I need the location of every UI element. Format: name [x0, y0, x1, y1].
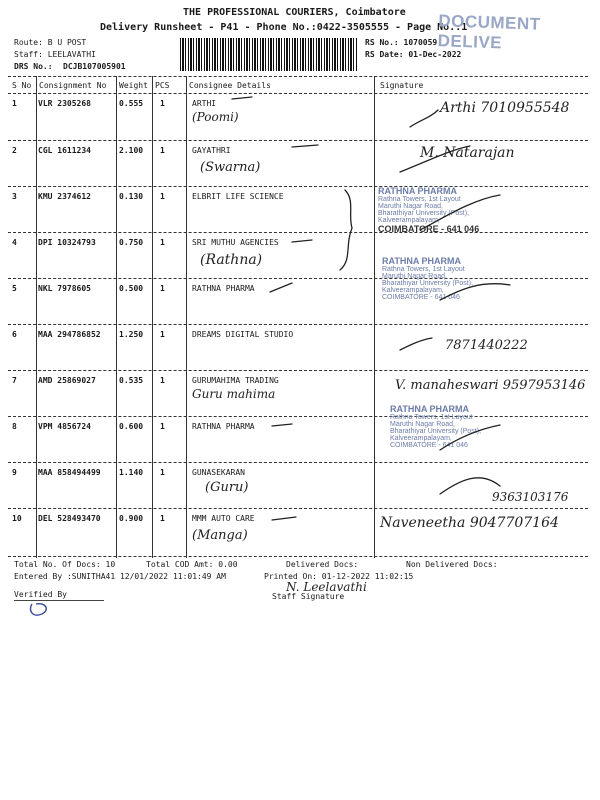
runsheet-title: Delivery Runsheet - P41 - Phone No.:0422-3505555 - Page No.:1: [100, 22, 468, 33]
non-delivered-docs: Non Delivered Docs:: [406, 560, 498, 569]
staff-label: Staff: LEELAVATHI: [14, 50, 96, 59]
row-sno: 5: [12, 284, 17, 293]
row-pcs: 1: [160, 330, 165, 339]
row-signature: Arthi 7010955548: [440, 100, 570, 116]
row-consignment: VLR 2305268: [38, 99, 91, 108]
row-consignment: MAA 858494499: [38, 468, 101, 477]
col-header-signature: Signature: [380, 81, 424, 90]
rs-number: RS No.: 1070059: [365, 38, 438, 47]
row-signature: M. Natarajan: [420, 145, 515, 161]
row-consignee: GUNASEKARAN: [192, 468, 245, 477]
row-handwritten-note: (Poomi): [192, 110, 239, 124]
col-header-consignee: Consignee Details: [189, 81, 271, 90]
row-consignment: DEL 528493470: [38, 514, 101, 523]
row-weight: 0.900: [119, 514, 144, 523]
row-pcs: 1: [160, 468, 165, 477]
row-consignee: RATHNA PHARMA: [192, 422, 255, 431]
row-consignment: VPM 4856724: [38, 422, 91, 431]
entered-by: Entered By :SUNITHA41 12/01/2022 11:01:49 AM: [14, 572, 226, 581]
row-sno: 2: [12, 146, 17, 155]
row-weight: 1.250: [119, 330, 144, 339]
drs-value: DCJB107005901: [63, 62, 126, 71]
rathna-pharma-stamp-2: RATHNA PHARMA Rathna Towers, 1st Layout Maruthi Nagar Road, Bharathiyar University (Post), Kalveerampalayam, COIMBATORE - 641 046: [382, 256, 474, 301]
row-signature: 7871440222: [445, 338, 528, 353]
row-pcs: 1: [160, 146, 165, 155]
row-weight: 0.750: [119, 238, 144, 247]
row-consignment: MAA 294786852: [38, 330, 101, 339]
row-sno: 9: [12, 468, 17, 477]
row-signature: Naveneetha 9047707164: [380, 515, 559, 531]
row-handwritten-note: (Guru): [205, 480, 249, 495]
row-consignee: GURUMAHIMA TRADING: [192, 376, 279, 385]
row-weight: 0.500: [119, 284, 144, 293]
row-weight: 1.140: [119, 468, 144, 477]
col-header-sno: S No: [12, 81, 32, 90]
row-weight: 0.130: [119, 192, 144, 201]
row-sno: 1: [12, 99, 17, 108]
row-sno: 7: [12, 376, 17, 385]
col-header-consignment: Consignment No: [39, 81, 107, 90]
rs-date: RS Date: 01-Dec-2022: [365, 50, 462, 59]
row-consignee: RATHNA PHARMA: [192, 284, 255, 293]
row-handwritten-note: (Swarna): [200, 160, 261, 175]
row-consignee: GAYATHRI: [192, 146, 231, 155]
col-header-pcs: PCS: [155, 81, 170, 90]
row-weight: 0.600: [119, 422, 144, 431]
row-consignment: NKL 7978605: [38, 284, 91, 293]
row-signature: 9363103176: [492, 490, 569, 504]
delivered-docs: Delivered Docs:: [286, 560, 359, 569]
row-consignment: AMD 25869027: [38, 376, 96, 385]
rathna-pharma-stamp-3: RATHNA PHARMA Rathna Towers, 1st Layout Maruthi Nagar Road, Bharathiyar University (Post), Kalveerampalayam, COIMBATORE - 641 046: [390, 404, 482, 449]
verified-by-label: Verified By: [14, 590, 67, 599]
staff-signature-label: Staff Signature: [272, 592, 345, 601]
col-header-weight: Weight: [119, 81, 148, 90]
row-consignment: KMU 2374612: [38, 192, 91, 201]
row-signature: V. manaheswari 9597953146: [395, 378, 586, 393]
row-weight: 2.100: [119, 146, 144, 155]
staff-signature-hand: N. Leelavathi: [286, 580, 367, 594]
row-pcs: 1: [160, 422, 165, 431]
row-weight: 0.555: [119, 99, 144, 108]
total-docs: Total No. Of Docs: 10: [14, 560, 116, 569]
row-pcs: 1: [160, 514, 165, 523]
printed-on: Printed On: 01-12-2022 11:02:15: [264, 572, 414, 581]
rathna-pharma-stamp-1: RATHNA PHARMA Rathna Towers, 1st Layout Maruthi Nagar Road, Bharathiyar University (Post), Kalveerampalayam, COIMBATORE - 641 046: [378, 186, 480, 234]
row-sno: 8: [12, 422, 17, 431]
row-pcs: 1: [160, 284, 165, 293]
total-cod: Total COD Amt: 0.00: [146, 560, 238, 569]
row-weight: 0.535: [119, 376, 144, 385]
row-consignment: CGL 1611234: [38, 146, 91, 155]
row-pcs: 1: [160, 238, 165, 247]
company-name: THE PROFESSIONAL COURIERS, Coimbatore: [183, 7, 406, 18]
document-delivery-stamp: DOCUMENT DELIVE: [437, 11, 541, 53]
row-sno: 10: [12, 514, 22, 523]
row-handwritten-note: (Rathna): [200, 252, 263, 268]
row-consignee: DREAMS DIGITAL STUDIO: [192, 330, 294, 339]
row-pcs: 1: [160, 376, 165, 385]
row-handwritten-note: (Manga): [192, 528, 248, 543]
row-pcs: 1: [160, 192, 165, 201]
row-handwritten-note: Guru mahima: [192, 387, 276, 401]
drs-label: DRS No.:: [14, 62, 53, 71]
route-label: Route: B U POST: [14, 38, 87, 47]
row-consignee: MMM AUTO CARE: [192, 514, 255, 523]
row-consignee: ELBRIT LIFE SCIENCE: [192, 192, 284, 201]
verifier-signature: [26, 600, 66, 620]
row-consignee: ARTHI: [192, 99, 217, 108]
row-sno: 4: [12, 238, 17, 247]
row-consignment: DPI 10324793: [38, 238, 96, 247]
row-pcs: 1: [160, 99, 165, 108]
row-consignee: SRI MUTHU AGENCIES: [192, 238, 279, 247]
row-sno: 3: [12, 192, 17, 201]
row-sno: 6: [12, 330, 17, 339]
